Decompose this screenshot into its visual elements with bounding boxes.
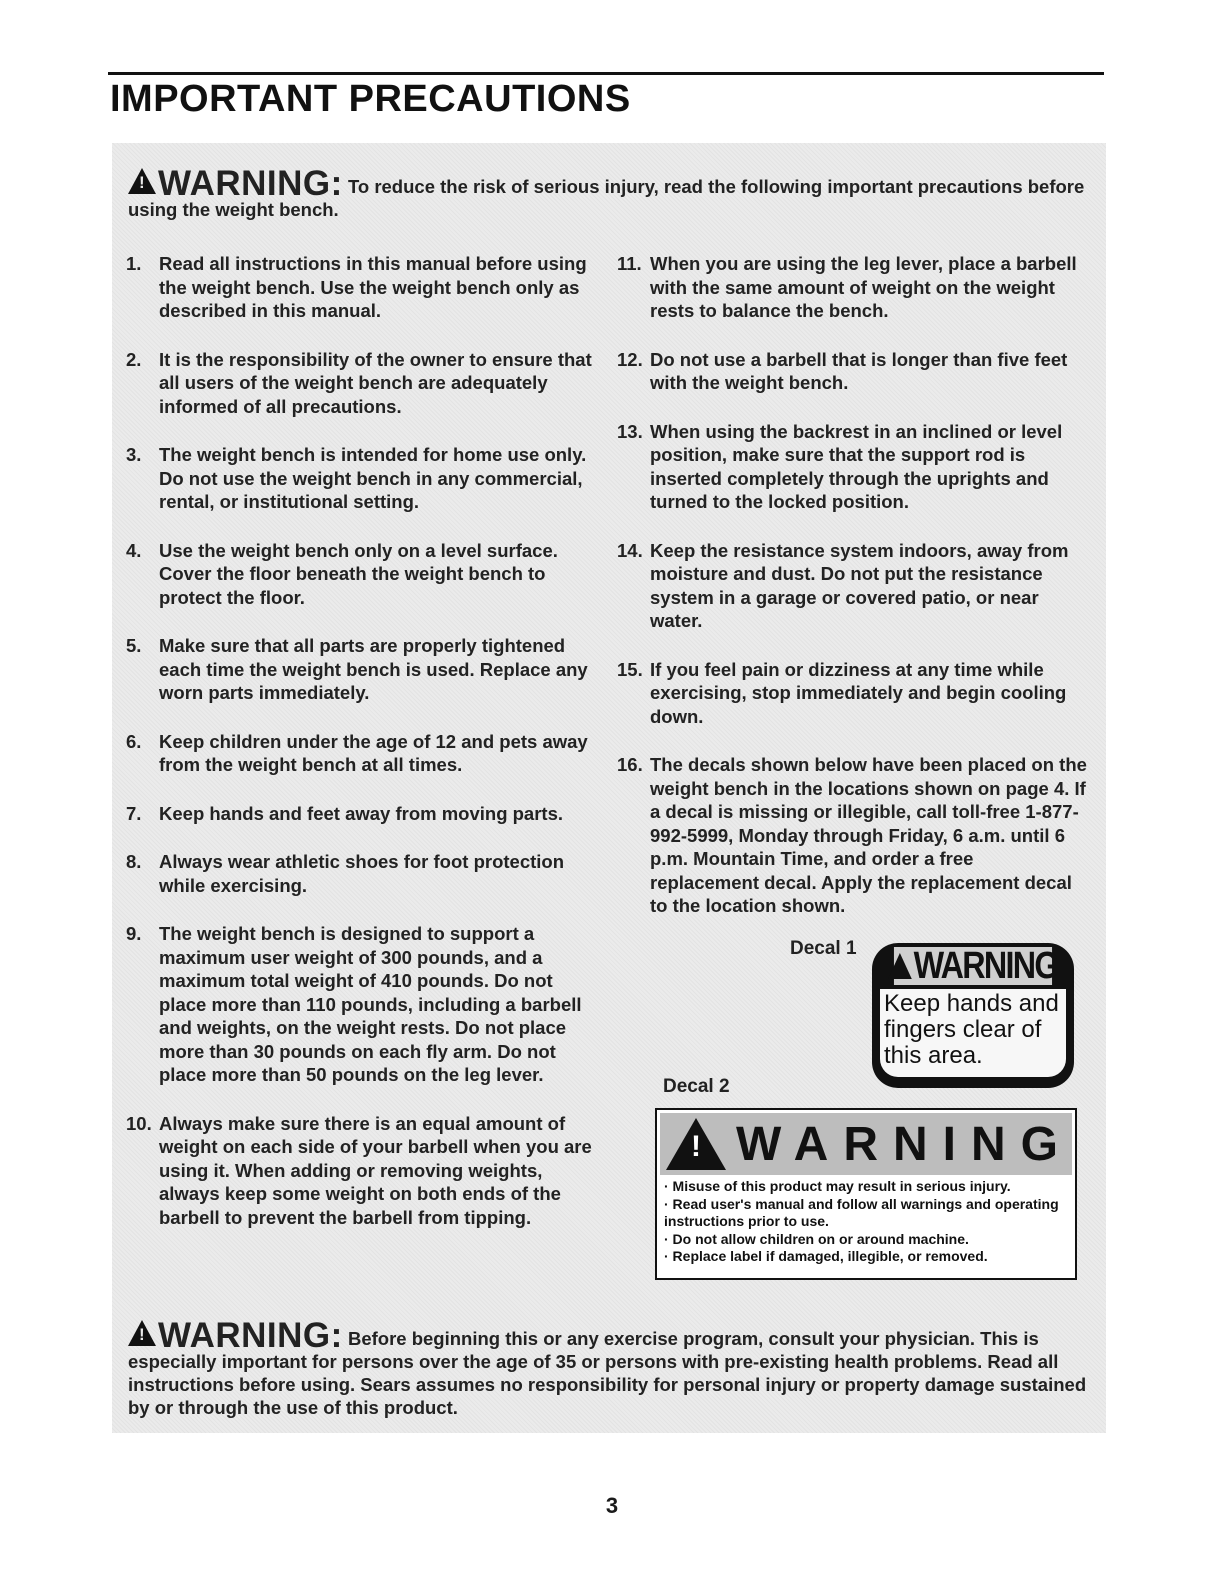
list-item: [126, 252, 596, 323]
warning-triangle-icon: [666, 1118, 726, 1170]
decal2-item: · Read user's manual and follow all warnings and operating instructions prior to use.: [664, 1195, 1059, 1229]
precautions-right-column: [617, 252, 1087, 918]
item-text: Always make sure there is an equal amount of weight on each side of your barbell when you are using it. When adding or removing weights, always keep some weight on both ends of the barbell to prevent the barbell from tipping.: [159, 1112, 592, 1228]
decal2-item: · Misuse of this product may result in serious injury.: [664, 1178, 1011, 1194]
item-text: When you are using the leg lever, place a barbell with the same amount of weight on the weight rests to balance the bench.: [650, 253, 1077, 321]
decal1-header: [894, 944, 1058, 987]
decal2-item: · Do not allow children on or around machine.: [664, 1230, 969, 1247]
item-number: 8.: [126, 851, 142, 872]
item-number: 13.: [617, 420, 643, 442]
item-number: 2.: [126, 348, 142, 370]
item-text: Keep hands and feet away from moving parts.: [159, 802, 564, 824]
list-item: [617, 252, 1087, 323]
list-item: [126, 802, 596, 826]
item-text: Keep children under the age of 12 and pets away from the weight bench at all times.: [159, 730, 588, 775]
item-text: Read all instructions in this manual before using the weight bench. Use the weight bench only as described in this manual.: [159, 253, 587, 321]
item-number: 5.: [126, 635, 142, 656]
item-text: If you feel pain or dizziness at any time while exercising, stop immediately and begin cooling down.: [650, 658, 1067, 727]
item-number: 14.: [617, 539, 643, 561]
item-number: 1.: [126, 253, 142, 274]
warning-top: [128, 164, 1093, 221]
item-text: The decals shown below have been placed on the weight bench in the locations shown on page 4. If a decal is missing or illegible, call toll-free 1-877-992-5999, Monday through Friday, 6 a.m. until 6 p.m. Mountain Time, and order a free replacement decal. Apply the replacement decal to the location shown.: [650, 754, 1087, 916]
item-number: 4.: [126, 539, 142, 561]
list-item: [126, 922, 596, 1087]
warning-label: WARNING:: [158, 1316, 343, 1355]
decal2-item: · Replace label if damaged, illegible, or removed.: [664, 1248, 988, 1264]
page-number: 3: [605, 1493, 619, 1518]
warning-label: WARNING:: [158, 164, 343, 203]
item-number: 11.: [617, 253, 642, 274]
list-item: [617, 753, 1087, 918]
decal2-header: [660, 1113, 1072, 1175]
item-number: 7.: [126, 802, 142, 824]
item-number: 6.: [126, 730, 142, 752]
warning-text: To reduce the risk of serious injury, read the following important precautions before using the weight bench.: [128, 176, 1085, 220]
warning-triangle-icon: [128, 1320, 156, 1346]
decal2-list: [664, 1178, 1070, 1266]
decal2-warning-sticker: [655, 1108, 1077, 1280]
item-text: The weight bench is intended for home use only. Do not use the weight bench in any commercial, rental, or institutional setting.: [159, 444, 587, 512]
item-number: 12.: [617, 348, 643, 370]
decal1-warning-sticker: [872, 943, 1074, 1088]
list-item: [126, 634, 596, 705]
item-number: 9.: [126, 923, 142, 944]
precautions-left-column: [126, 252, 596, 1229]
list-item: [126, 1112, 596, 1230]
list-item: [126, 443, 596, 514]
list-item: [617, 539, 1087, 633]
top-rule: [108, 72, 1104, 75]
warning-triangle-icon: [128, 168, 156, 194]
decal1-heading: WARNING: [913, 944, 1058, 987]
item-text: When using the backrest in an inclined or level position, make sure that the support rod is inserted completely through the uprights and turned to the locked position.: [650, 420, 1063, 512]
item-text: Make sure that all parts are properly tightened each time the weight bench is used. Replace any worn parts immediately.: [159, 635, 588, 703]
item-text: Always wear athletic shoes for foot protection while exercising.: [159, 851, 565, 896]
item-text: Do not use a barbell that is longer than five feet with the weight bench.: [650, 348, 1068, 393]
list-item: [617, 420, 1087, 514]
warning-text: Before beginning this or any exercise program, consult your physician. This is especially important for persons over the age of 35 or persons with pre-existing health problems. Read all instructions before using. Sears assumes no responsibility for personal injury or property damage sustained by or through the use of this product.: [128, 1328, 1087, 1418]
item-text: Use the weight bench only on a level surface. Cover the floor beneath the weight bench to protect the floor.: [159, 539, 558, 608]
item-text: It is the responsibility of the owner to ensure that all users of the weight bench are adequately informed of all precautions.: [159, 348, 592, 417]
list-item: [617, 348, 1087, 395]
item-number: 15.: [617, 658, 643, 680]
page-title: IMPORTANT PRECAUTIONS: [110, 78, 631, 120]
list-item: [126, 730, 596, 777]
warning-triangle-icon: [888, 953, 912, 979]
decal2-label: Decal 2: [663, 1076, 730, 1097]
decal1-label: Decal 1: [790, 938, 857, 959]
list-item: [126, 348, 596, 419]
decal1-text: Keep hands and fingers clear of this area.: [880, 989, 1066, 1077]
item-number: 3.: [126, 444, 142, 465]
warning-bottom: [128, 1316, 1093, 1419]
list-item: [617, 658, 1087, 729]
item-number: 10.: [126, 1112, 152, 1134]
list-item: [126, 539, 596, 610]
item-text: The weight bench is designed to support a maximum user weight of 300 pounds, and a maximum total weight of 410 pounds. Do not place more than 110 pounds, including a barbell and weights, on the weight rests. Do not place more than 30 pounds on each fly arm. Do not place more than 50 pounds on the leg lever.: [159, 923, 582, 1085]
list-item: [126, 850, 596, 897]
item-number: 16.: [617, 754, 643, 775]
item-text: Keep the resistance system indoors, away from moisture and dust. Do not put the resistance system in a garage or covered patio, or near water.: [650, 539, 1069, 631]
decal2-heading: WARNING: [736, 1117, 1073, 1171]
